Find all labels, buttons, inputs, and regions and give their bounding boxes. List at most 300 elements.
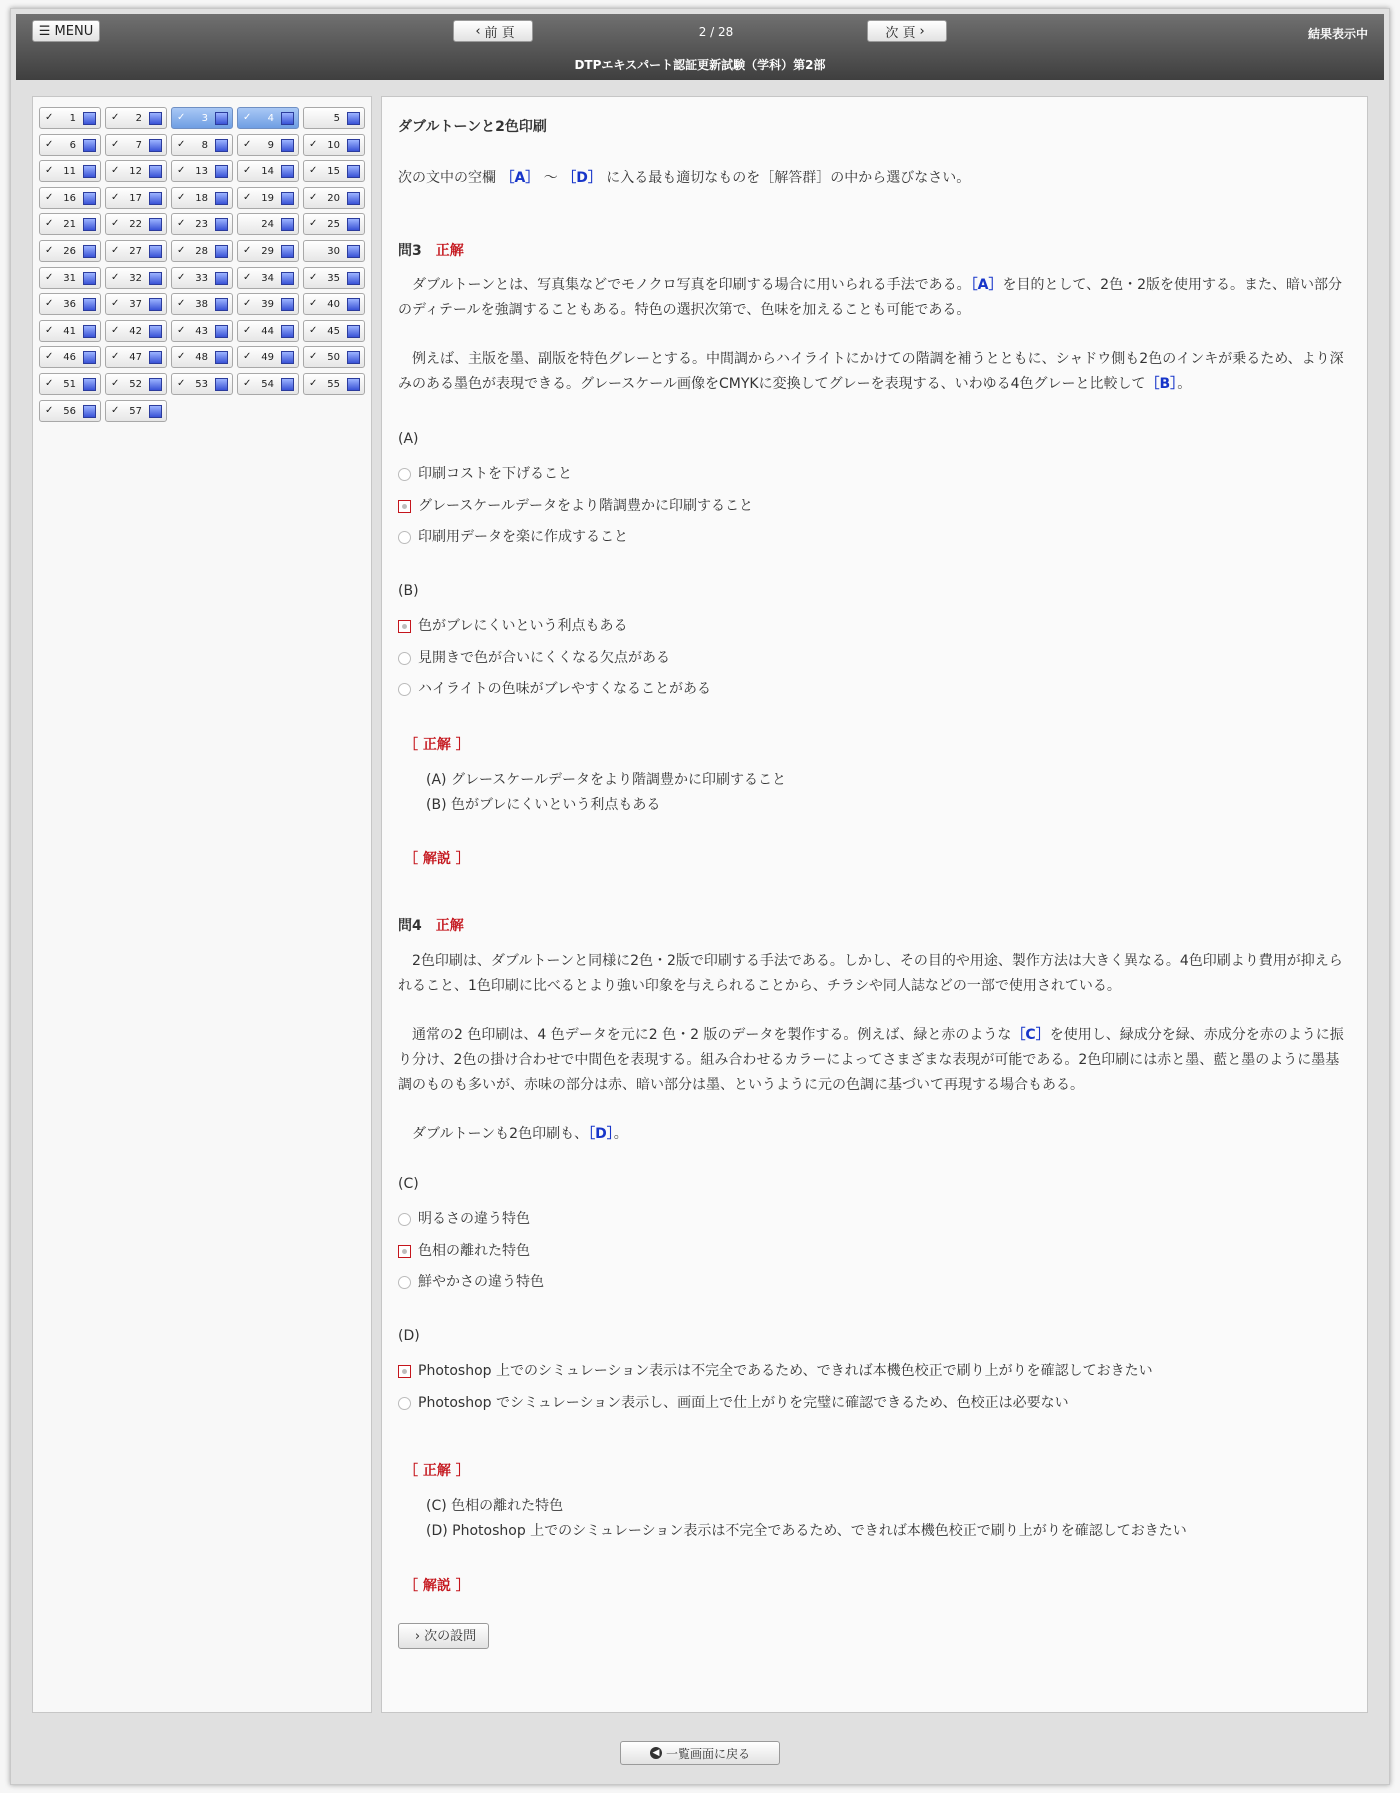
question-nav-button[interactable]: [39, 320, 101, 342]
question-number: 27: [129, 246, 142, 257]
flag-icon[interactable]: [347, 298, 360, 311]
question-nav-button[interactable]: [237, 187, 299, 209]
question-nav-button[interactable]: [105, 107, 167, 129]
question-number: 46: [63, 352, 76, 364]
radio-icon[interactable]: [398, 1213, 411, 1226]
check-icon: ✓: [45, 378, 54, 389]
check-icon: ✓: [309, 351, 318, 363]
check-icon: ✓: [243, 138, 252, 150]
question-number: 40: [327, 299, 340, 311]
check-icon: ✓: [111, 378, 120, 389]
flag-icon[interactable]: [347, 112, 360, 125]
question-nav-button[interactable]: [39, 187, 101, 209]
flag-icon[interactable]: [149, 325, 162, 338]
question-number: 29: [261, 246, 274, 257]
check-icon: ✓: [111, 351, 120, 363]
flag-icon[interactable]: [83, 325, 96, 338]
flag-icon[interactable]: [347, 165, 360, 178]
question-number: 28: [195, 246, 208, 257]
question-number: 39: [261, 299, 274, 311]
question-number: 16: [63, 192, 76, 204]
q3-paragraph-1: ダブルトーンとは、写真集などでモノクロ写真を印刷する場合に用いられる手法である。［A］を目的として、2色・2版を使用する。また、暗い部分のディテールを強調することもある。特色の選択次第で、色味を加えることも可能である。: [398, 277, 1342, 318]
flag-icon[interactable]: [215, 218, 228, 231]
question-nav-button[interactable]: [303, 107, 365, 129]
flag-icon[interactable]: [149, 298, 162, 311]
flag-icon[interactable]: [281, 272, 294, 285]
chevron-right-icon: ›: [414, 1628, 421, 1644]
flag-icon[interactable]: [281, 139, 294, 152]
question-nav-button[interactable]: [171, 373, 233, 395]
q3-answer-a: (A) グレースケールデータをより階調豊かに印刷すること: [426, 772, 786, 788]
question-nav-button[interactable]: [171, 320, 233, 342]
question-number: 53: [195, 379, 208, 390]
q3-a-label: (A): [398, 431, 419, 447]
radio-icon[interactable]: [398, 531, 411, 544]
flag-icon[interactable]: [215, 378, 228, 391]
q4-answer-label: ［ 正解 ］: [404, 1463, 470, 1479]
question-nav-button[interactable]: [237, 293, 299, 315]
question-nav-button[interactable]: [39, 134, 101, 156]
flag-icon[interactable]: [281, 298, 294, 311]
next-page-label: 次 頁: [885, 25, 916, 41]
blank-d-marker: ［D］: [562, 170, 602, 186]
question-nav-button[interactable]: [39, 400, 101, 422]
flag-icon[interactable]: [215, 192, 228, 205]
question-nav-button[interactable]: [105, 400, 167, 422]
flag-icon[interactable]: [149, 405, 162, 418]
radio-icon[interactable]: [398, 1245, 411, 1258]
question-nav-button[interactable]: [39, 160, 101, 182]
flag-icon[interactable]: [83, 405, 96, 418]
question-nav-panel: [32, 96, 372, 1713]
check-icon: ✓: [309, 324, 318, 336]
flag-icon[interactable]: [347, 139, 360, 152]
question-number: 49: [261, 352, 274, 364]
flag-icon[interactable]: [149, 351, 162, 364]
check-icon: ✓: [177, 218, 186, 230]
q4-answer-c: (C) 色相の離れた特色: [426, 1498, 564, 1514]
prev-page-button[interactable]: [453, 20, 533, 42]
question-number: 18: [195, 192, 208, 204]
question-nav-button[interactable]: [303, 213, 365, 235]
question-number: 9: [267, 139, 274, 151]
option-label: 明るさの違う特色: [418, 1211, 530, 1227]
question-number: 15: [327, 166, 340, 178]
check-icon: ✓: [111, 112, 120, 123]
flag-icon[interactable]: [83, 139, 96, 152]
question-nav-button[interactable]: [39, 240, 101, 262]
question-nav-button[interactable]: [237, 346, 299, 368]
check-icon: ✓: [243, 245, 252, 256]
check-icon: ✓: [45, 404, 54, 416]
question-number: 3: [201, 113, 208, 124]
q3-a-option[interactable]: [398, 462, 572, 487]
question-number: 19: [261, 192, 274, 204]
question-nav-button[interactable]: [105, 213, 167, 235]
flag-icon[interactable]: [281, 112, 294, 125]
check-icon: ✓: [111, 298, 120, 310]
question-number: 42: [129, 325, 142, 337]
q3-a-option[interactable]: [398, 494, 753, 519]
flag-icon[interactable]: [83, 351, 96, 364]
check-icon: ✓: [177, 138, 186, 150]
check-icon: ✓: [111, 165, 120, 177]
q3-answer-b: (B) 色がブレにくいという利点もある: [426, 797, 661, 813]
flag-icon[interactable]: [281, 192, 294, 205]
question-number: 17: [129, 192, 142, 204]
check-icon: ✓: [45, 218, 54, 230]
question-number: 41: [63, 325, 76, 337]
q3-heading: 問3 正解: [398, 243, 464, 259]
prev-page-label: 前 頁: [484, 25, 515, 41]
q3-verdict: 正解: [435, 243, 464, 259]
radio-icon[interactable]: [398, 1276, 411, 1289]
option-label: 色がブレにくいという利点もある: [418, 618, 628, 634]
radio-icon[interactable]: [398, 683, 411, 696]
check-icon: ✓: [177, 351, 186, 363]
check-icon: ✓: [309, 138, 318, 150]
flag-icon[interactable]: [215, 165, 228, 178]
flag-icon[interactable]: [215, 351, 228, 364]
question-number: 50: [327, 352, 340, 364]
q4-answer-d: (D) Photoshop 上でのシミュレーション表示は不完全であるため、できれば本機色校正で刷り上がりを確認しておきたい: [426, 1523, 1187, 1539]
flag-icon[interactable]: [281, 378, 294, 391]
question-nav-button[interactable]: [303, 240, 365, 262]
question-nav-button[interactable]: [105, 240, 167, 262]
flag-icon[interactable]: [83, 245, 96, 258]
q4-c-option[interactable]: [398, 1207, 530, 1232]
back-to-list-label: 一覧画面に戻る: [665, 1746, 750, 1761]
question-number: 56: [63, 405, 76, 417]
flag-icon[interactable]: [149, 272, 162, 285]
q3-b-option[interactable]: [398, 646, 670, 671]
check-icon: ✓: [243, 351, 252, 363]
check-icon: ✓: [111, 191, 120, 203]
question-number: 35: [327, 272, 340, 284]
question-number: 14: [261, 166, 274, 178]
check-icon: ✓: [177, 112, 186, 123]
check-icon: ✓: [309, 271, 318, 283]
option-label: 見開きで色が合いにくくなる欠点がある: [418, 649, 670, 666]
check-icon: ✓: [243, 165, 252, 177]
q3-a-option[interactable]: [398, 525, 628, 550]
flag-icon[interactable]: [347, 192, 360, 205]
flag-icon[interactable]: [83, 272, 96, 285]
question-number: 5: [333, 113, 340, 124]
question-number: 38: [195, 299, 208, 311]
header-bar: [16, 14, 1384, 80]
check-icon: ✓: [309, 165, 318, 177]
question-nav-button[interactable]: [105, 373, 167, 395]
check-icon: ✓: [243, 324, 252, 336]
question-nav-button[interactable]: [303, 373, 365, 395]
q4-paragraph-3: ダブルトーンも2色印刷も、［D］。: [412, 1126, 628, 1142]
radio-icon[interactable]: [398, 652, 411, 665]
question-nav-button[interactable]: [237, 134, 299, 156]
question-number: 31: [63, 272, 76, 284]
question-nav-button[interactable]: [237, 320, 299, 342]
flag-icon[interactable]: [83, 378, 96, 391]
question-number: 51: [63, 379, 76, 390]
q4-paragraph-2: 通常の2 色印刷は、4 色データを元に2 色・2 版のデータを製作する。例えば、緑と赤のような［C］を使用し、緑成分を緑、赤成分を赤のように振り分け、2色の掛け合わせで中間色を表現する。組み合わせるカラーによってさまざまな表現が可能である。2色印刷には赤と墨、藍と墨のように墨基調のものも多いが、赤味の部分は赤、暗い部分は墨、というように元の色調に基づいて再現する場合もある。: [398, 1027, 1344, 1093]
check-icon: ✓: [177, 245, 186, 256]
question-nav-button[interactable]: [303, 293, 365, 315]
question-nav-button[interactable]: [39, 346, 101, 368]
question-nav-button[interactable]: [237, 160, 299, 182]
check-icon: ✓: [45, 138, 54, 150]
question-nav-button[interactable]: [105, 320, 167, 342]
check-icon: ✓: [243, 298, 252, 310]
check-icon: ✓: [243, 191, 252, 203]
option-label: 印刷コストを下げること: [418, 466, 572, 482]
check-icon: ✓: [111, 271, 120, 283]
check-icon: ✓: [111, 324, 120, 336]
flag-icon[interactable]: [149, 378, 162, 391]
question-number: 48: [195, 352, 208, 364]
question-number: 13: [195, 166, 208, 178]
question-nav-button[interactable]: [105, 187, 167, 209]
question-nav-button[interactable]: [39, 373, 101, 395]
option-label: グレースケールデータをより階調豊かに印刷すること: [418, 497, 754, 514]
question-number: 2: [135, 113, 142, 124]
question-number: 43: [195, 325, 208, 337]
question-number: 7: [135, 139, 142, 151]
flag-icon[interactable]: [215, 272, 228, 285]
q4-d-option[interactable]: [398, 1359, 1153, 1384]
question-nav-button[interactable]: [171, 293, 233, 315]
flag-icon[interactable]: [215, 139, 228, 152]
question-nav-button[interactable]: [171, 240, 233, 262]
question-nav-button[interactable]: [237, 240, 299, 262]
question-nav-button[interactable]: [237, 267, 299, 289]
question-number: 23: [195, 219, 208, 231]
check-icon: ✓: [177, 165, 186, 177]
question-number: 37: [129, 299, 142, 311]
option-label: Photoshop でシミュレーション表示し、画面上で仕上がりを完璧に確認できるため、色校正は必要ない: [418, 1394, 1069, 1411]
check-icon: ✓: [177, 324, 186, 336]
radio-icon[interactable]: [398, 620, 411, 633]
option-label: 印刷用データを楽に作成すること: [418, 529, 628, 545]
q4-c-option[interactable]: [398, 1270, 544, 1295]
back-circle-icon: ◀: [650, 1747, 662, 1759]
flag-icon[interactable]: [149, 112, 162, 125]
option-label: Photoshop 上でのシミュレーション表示は不完全であるため、できれば本機色校正で刷り上がりを確認しておきたい: [418, 1363, 1153, 1379]
question-number: 8: [201, 139, 208, 151]
question-number: 21: [63, 219, 76, 231]
question-number: 12: [129, 166, 142, 178]
q4-c-option[interactable]: [398, 1239, 530, 1264]
question-nav-button[interactable]: [39, 107, 101, 129]
q4-paragraph-1: 2色印刷は、ダブルトーンと同様に2色・2版で印刷する手法である。しかし、その目的や用途、製作方法は大きく異なる。4色印刷より費用が抑えられること、1色印刷に比べるとより強い印象を与えられることから、チラシや同人誌などの一部で使用されている。: [398, 953, 1343, 994]
question-nav-button[interactable]: [303, 346, 365, 368]
check-icon: ✓: [243, 271, 252, 283]
check-icon: ✓: [45, 191, 54, 203]
flag-icon[interactable]: [149, 192, 162, 205]
question-nav-button[interactable]: [39, 213, 101, 235]
flag-icon[interactable]: [83, 165, 96, 178]
question-number: 33: [195, 272, 208, 284]
radio-icon[interactable]: [398, 468, 411, 481]
flag-icon[interactable]: [347, 245, 360, 258]
flag-icon[interactable]: [83, 112, 96, 125]
question-nav-button[interactable]: [105, 160, 167, 182]
question-nav-button[interactable]: [303, 187, 365, 209]
check-icon: ✓: [45, 351, 54, 363]
flag-icon[interactable]: [149, 139, 162, 152]
check-icon: ✓: [45, 165, 54, 177]
section-title: ダブルトーンと2色印刷: [398, 119, 547, 135]
q4-verdict: 正解: [435, 918, 464, 934]
flag-icon[interactable]: [281, 245, 294, 258]
question-number: 1: [69, 113, 76, 124]
question-nav-button[interactable]: [171, 346, 233, 368]
flag-icon[interactable]: [347, 218, 360, 231]
flag-icon[interactable]: [347, 351, 360, 364]
question-nav-button[interactable]: [171, 213, 233, 235]
question-number: 26: [63, 246, 76, 257]
q3-paragraph-2: 例えば、主版を墨、副版を特色グレーとする。中間調からハイライトにかけての階調を補うとともに、シャドウ側も2色のインキが乗るため、より深みのある墨色が表現できる。グレースケール画像をCMYKに変換してグレーを表現する、いわゆる4色グレーと比較して［B］。: [398, 351, 1344, 392]
question-number: 47: [129, 352, 142, 364]
question-nav-button[interactable]: [303, 320, 365, 342]
flag-icon[interactable]: [281, 165, 294, 178]
flag-icon[interactable]: [281, 218, 294, 231]
q3-b-label: (B): [398, 583, 419, 599]
question-number: 54: [261, 379, 274, 390]
question-nav-button[interactable]: [171, 134, 233, 156]
flag-icon[interactable]: [215, 112, 228, 125]
q3-explanation-label: ［ 解説 ］: [404, 851, 470, 867]
q4-heading: 問4 正解: [398, 918, 464, 934]
check-icon: ✓: [45, 298, 54, 310]
check-icon: ✓: [309, 218, 318, 230]
check-icon: ✓: [177, 191, 186, 203]
check-icon: ✓: [45, 324, 54, 336]
flag-icon[interactable]: [215, 245, 228, 258]
flag-icon[interactable]: [149, 218, 162, 231]
check-icon: ✓: [177, 298, 186, 310]
flag-icon[interactable]: [215, 298, 228, 311]
question-number: 22: [129, 219, 142, 231]
question-nav-button[interactable]: [237, 213, 299, 235]
question-nav-button[interactable]: [105, 293, 167, 315]
flag-icon[interactable]: [347, 378, 360, 391]
question-nav-button[interactable]: [303, 160, 365, 182]
question-nav-button[interactable]: [105, 346, 167, 368]
check-icon: ✓: [45, 271, 54, 283]
question-nav-button[interactable]: [171, 160, 233, 182]
chevron-left-icon: ‹: [475, 23, 481, 39]
flag-icon[interactable]: [347, 272, 360, 285]
radio-icon[interactable]: [398, 1365, 411, 1378]
flag-icon[interactable]: [281, 351, 294, 364]
question-content: [381, 96, 1368, 1713]
check-icon: ✓: [45, 112, 54, 123]
q3-answer-label: ［ 正解 ］: [404, 737, 470, 753]
flag-icon[interactable]: [215, 325, 228, 338]
question-nav-button[interactable]: [237, 107, 299, 129]
check-icon: ✓: [45, 245, 54, 256]
q4-explanation-label: ［ 解説 ］: [404, 1578, 470, 1594]
q3-b-option[interactable]: [398, 614, 627, 639]
q4-d-label: (D): [398, 1328, 420, 1344]
question-nav-button[interactable]: [237, 373, 299, 395]
question-nav-button[interactable]: [105, 267, 167, 289]
option-label: 鮮やかさの違う特色: [418, 1274, 544, 1290]
question-number: 32: [129, 272, 142, 284]
radio-icon[interactable]: [398, 500, 411, 513]
question-number: 11: [63, 166, 76, 178]
question-nav-button[interactable]: [39, 293, 101, 315]
check-icon: ✓: [243, 112, 252, 123]
check-icon: ✓: [177, 271, 186, 283]
question-number: 10: [327, 139, 340, 151]
question-number: 6: [69, 139, 76, 151]
question-nav-button[interactable]: [171, 107, 233, 129]
question-number: 30: [327, 246, 340, 257]
radio-icon[interactable]: [398, 1397, 411, 1410]
check-icon: ✓: [111, 404, 120, 416]
option-label: 色相の離れた特色: [418, 1242, 530, 1259]
question-nav-button[interactable]: [303, 267, 365, 289]
check-icon: ✓: [111, 245, 120, 256]
question-number: 45: [327, 325, 340, 337]
back-to-list-button[interactable]: [620, 1741, 780, 1765]
question-number: 57: [129, 405, 142, 417]
check-icon: ✓: [243, 378, 252, 389]
q4-c-label: (C): [398, 1176, 419, 1192]
chevron-right-icon: ›: [919, 23, 925, 39]
question-nav-button[interactable]: [171, 187, 233, 209]
q3-b-option[interactable]: [398, 677, 711, 702]
q4-d-option[interactable]: [398, 1391, 1069, 1416]
question-number: 44: [261, 325, 274, 337]
next-question-button[interactable]: [398, 1623, 489, 1649]
next-question-label: 次の設問: [424, 1628, 477, 1644]
question-number: 55: [327, 379, 340, 390]
question-number: 24: [261, 219, 274, 231]
flag-icon[interactable]: [149, 245, 162, 258]
menu-button[interactable]: ☰ MENU: [32, 20, 100, 42]
question-number: 25: [327, 219, 340, 231]
flag-icon[interactable]: [281, 325, 294, 338]
flag-icon[interactable]: [149, 165, 162, 178]
question-nav-button[interactable]: [303, 134, 365, 156]
check-icon: ✓: [177, 378, 186, 389]
question-number: 34: [261, 272, 274, 284]
check-icon: ✓: [309, 378, 318, 389]
page-indicator: 2 / 28: [698, 25, 734, 39]
status-text: 結果表示中: [1307, 27, 1368, 41]
exam-title: DTPエキスパート認証更新試験（学科）第2部: [574, 58, 826, 72]
flag-icon[interactable]: [83, 192, 96, 205]
option-label: ハイライトの色味がブレやすくなることがある: [418, 681, 712, 697]
question-number: 4: [267, 113, 274, 124]
question-nav-button[interactable]: [171, 267, 233, 289]
flag-icon[interactable]: [347, 325, 360, 338]
question-number: 52: [129, 379, 142, 390]
check-icon: ✓: [111, 218, 120, 230]
next-page-button[interactable]: [867, 20, 947, 42]
blank-a-marker: ［A］: [500, 170, 540, 186]
question-number: 20: [327, 192, 340, 204]
question-nav-button[interactable]: [39, 267, 101, 289]
question-nav-button[interactable]: [105, 134, 167, 156]
check-icon: ✓: [309, 298, 318, 310]
question-number: 36: [63, 299, 76, 311]
check-icon: ✓: [309, 191, 318, 203]
flag-icon[interactable]: [83, 298, 96, 311]
flag-icon[interactable]: [83, 218, 96, 231]
